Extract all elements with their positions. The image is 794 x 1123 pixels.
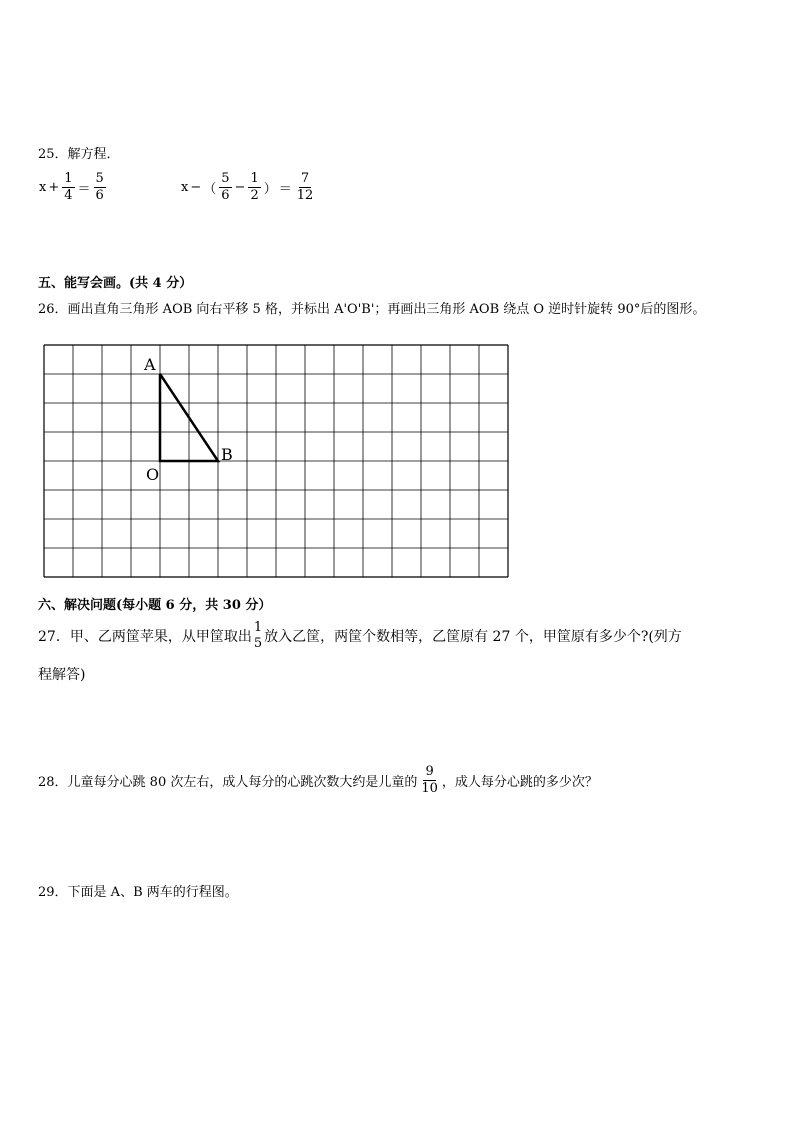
q28-text-before: 28．儿童每分心跳 80 次左右，成人每分的心跳次数大约是儿童的 xyxy=(38,775,418,790)
grid-lines xyxy=(44,345,508,577)
q28-line xyxy=(38,765,598,796)
label-o: O xyxy=(146,465,160,484)
section-6-title: 六、解决问题(每小题 6 分，共 30 分） xyxy=(38,598,272,613)
eq1-plus: + xyxy=(48,180,60,195)
eq2-var: x xyxy=(181,180,189,195)
eq2-lparen: （ xyxy=(203,182,217,197)
eq2-frac1-numerator: 5 xyxy=(221,171,230,186)
q27-line-2: 程解答) xyxy=(38,667,86,683)
eq1-frac1-numerator: 1 xyxy=(64,171,73,186)
eq2-frac2-denominator: 2 xyxy=(250,188,259,203)
q27-text-after: 放入乙筐，两筐个数相等，乙筐原有 27 个，甲筐原有多少个?(列方 xyxy=(264,629,682,645)
eq2-rparen: ） xyxy=(263,182,277,197)
eq1-frac1-denominator: 4 xyxy=(64,188,73,203)
q27-line-1 xyxy=(38,621,682,651)
eq2-frac1-denominator: 6 xyxy=(221,188,230,203)
label-b: B xyxy=(221,445,233,464)
q28-frac-numerator: 9 xyxy=(425,764,434,779)
eq2-equals: ＝ xyxy=(278,182,292,197)
q27-frac-denominator: 5 xyxy=(253,636,263,651)
q28-text-after: ，成人每分心跳的多少次？ xyxy=(441,775,598,790)
eq1-var: x xyxy=(39,180,47,195)
q27-frac-numerator: 1 xyxy=(253,620,263,635)
eq1-frac2-denominator: 6 xyxy=(95,188,104,203)
q28-fraction xyxy=(419,765,440,796)
label-a: A xyxy=(144,355,156,374)
q27-fraction xyxy=(252,621,264,651)
q28-frac-denominator: 10 xyxy=(421,781,438,796)
eq2-frac3-numerator: 7 xyxy=(300,171,310,186)
eq1-equals: ＝ xyxy=(77,182,91,197)
q25-title: 25．解方程． xyxy=(38,147,120,162)
eq2-minus-2: − xyxy=(234,180,246,195)
section-5-title: 五、能写会画。(共 4 分） xyxy=(38,276,193,291)
q27-text-before: 27．甲、乙两筐苹果，从甲筐取出 xyxy=(38,629,252,645)
q26-text: 26．画出直角三角形 AOB 向右平移 5 格，并标出 A'O'B'；再画出三角形 AOB 绕点 O 逆时针旋转 90°后的图形。 xyxy=(38,302,706,317)
eq2-frac2-numerator: 1 xyxy=(250,171,259,186)
eq2-minus: − xyxy=(190,180,202,195)
eq1-frac2-numerator: 5 xyxy=(95,171,104,186)
q29-text: 29．下面是 A、B 两车的行程图。 xyxy=(38,885,238,900)
eq2-frac3-denominator: 12 xyxy=(296,188,314,203)
